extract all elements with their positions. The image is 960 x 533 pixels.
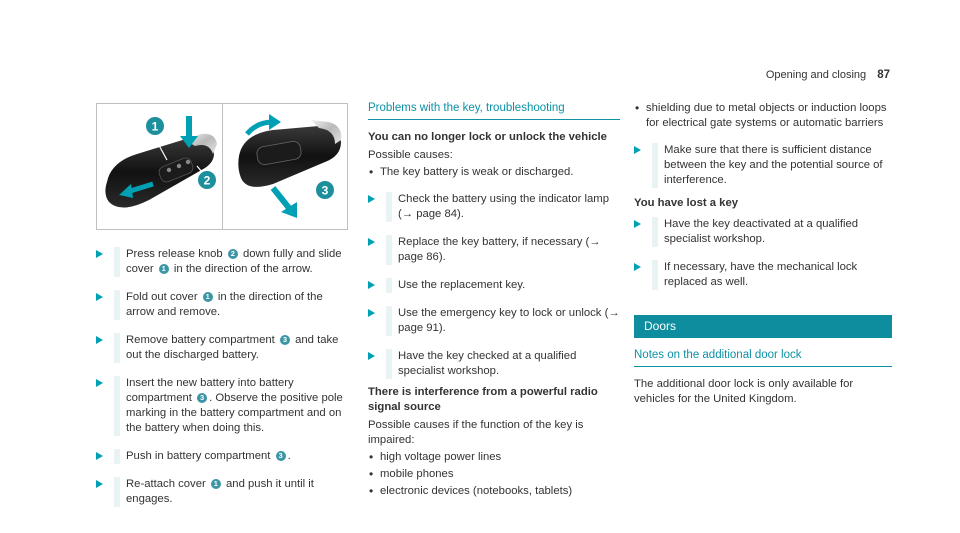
step-deactivate-key <box>634 217 892 247</box>
section-title: Opening and closing <box>765 69 867 81</box>
step-replace-battery <box>368 235 620 265</box>
step-fold-out-cover <box>96 290 354 320</box>
step-arrow-icon <box>96 293 103 301</box>
step-bar <box>114 290 120 320</box>
step-press-release <box>96 247 354 277</box>
cause-item: • The key battery is weak or discharged. <box>368 165 620 180</box>
step-arrow-icon <box>368 281 375 289</box>
subheading-cannot-lock: You can no longer lock or unlock the vehicle <box>368 131 607 143</box>
subheading-interference: There is interference from a powerful radio signal source <box>368 386 598 413</box>
callout-ref: 3 <box>276 451 286 461</box>
step-text: Make sure that there is sufficient distance between the key and the potential source of interference. <box>664 144 883 186</box>
step-arrow-icon <box>96 452 103 460</box>
interference-item: • mobile phones <box>368 467 620 482</box>
step-text: Insert the new battery into battery compartment <box>126 377 294 404</box>
callout-ref: 1 <box>203 292 213 302</box>
step-text: Push in battery compartment <box>126 450 274 462</box>
step-text: Replace the key battery, if necessary (→ page 86). <box>398 236 601 263</box>
step-text: Have the key checked at a qualified specialist workshop. <box>398 350 577 377</box>
callout-ref: 3 <box>197 393 207 403</box>
step-bar <box>114 376 120 436</box>
troubleshooting-column <box>368 101 620 501</box>
step-push-in <box>96 449 354 464</box>
section-heading-door-lock: Notes on the additional door lock <box>634 348 892 367</box>
step-text: and take out the discharged battery. <box>126 334 339 361</box>
step-bar <box>114 477 120 507</box>
step-text: Remove battery compartment <box>126 334 278 346</box>
step-arrow-icon <box>368 195 375 203</box>
key-right <box>238 114 341 218</box>
section-heading: Problems with the key, troubleshooting <box>368 101 620 120</box>
step-bar <box>114 333 120 363</box>
step-insert-battery <box>96 376 354 436</box>
step-arrow-icon <box>634 263 641 271</box>
callout-ref: 3 <box>280 335 290 345</box>
possible-causes-impaired: Possible causes if the function of the key is impaired: <box>368 419 584 446</box>
step-arrow-icon <box>96 480 103 488</box>
step-text: Re-attach cover <box>126 478 209 490</box>
step-reattach-cover <box>96 477 354 507</box>
step-text: in the direction of the arrow. <box>170 263 313 275</box>
step-check-workshop <box>368 349 620 379</box>
doors-banner: Doors <box>634 315 892 338</box>
door-lock-paragraph: The additional door lock is only available for vehicles for the United Kingdom. <box>634 378 854 405</box>
step-sufficient-distance <box>634 143 892 188</box>
step-arrow-icon <box>634 146 641 154</box>
step-text: Use the replacement key. <box>398 279 526 291</box>
key-illustration <box>97 104 349 231</box>
step-bar <box>114 449 120 464</box>
step-bar <box>652 260 658 290</box>
step-text: If necessary, have the mechanical lock replaced as well. <box>664 261 858 288</box>
page-header <box>766 68 890 83</box>
step-arrow-icon <box>368 309 375 317</box>
step-text: in the direction of the arrow and remove. <box>126 291 323 318</box>
step-arrow-icon <box>368 238 375 246</box>
step-text: Have the key deactivated at a qualified specialist workshop. <box>664 218 859 245</box>
interference-item: • high voltage power lines <box>368 450 620 465</box>
step-emergency-key <box>368 306 620 336</box>
interference-item: • shielding due to metal objects or induction loops for electrical gate systems or automatic barriers <box>634 101 892 131</box>
callout-ref: 1 <box>159 264 169 274</box>
interference-list <box>368 450 620 499</box>
step-arrow-icon <box>634 220 641 228</box>
step-bar <box>114 247 120 277</box>
step-arrow-icon <box>96 250 103 258</box>
step-replace-lock <box>634 260 892 290</box>
interference-item: • electronic devices (notebooks, tablets) <box>368 484 620 499</box>
interference-list-continued <box>634 101 892 131</box>
step-arrow-icon <box>96 379 103 387</box>
step-bar <box>386 278 392 293</box>
step-text: Use the emergency key to lock or unlock (→ page 91). <box>398 307 620 334</box>
page-number: 87 <box>877 69 890 81</box>
step-arrow-icon <box>96 336 103 344</box>
step-replacement-key <box>368 278 620 293</box>
step-text: . <box>287 450 291 462</box>
step-arrow-icon <box>368 352 375 360</box>
step-text: down fully and slide cover <box>126 248 342 275</box>
possible-causes-label: Possible causes: <box>368 149 453 161</box>
right-column <box>634 101 892 409</box>
step-text: Press release knob <box>126 248 226 260</box>
step-text: Fold out cover <box>126 291 201 303</box>
step-text: and push it until it engages. <box>126 478 314 505</box>
step-bar <box>386 235 392 265</box>
callout-3-label: 3 <box>321 183 329 198</box>
figure-divider <box>222 104 223 229</box>
step-bar <box>386 349 392 379</box>
battery-steps-column <box>96 247 354 520</box>
subheading-lost-key: You have lost a key <box>634 197 739 209</box>
step-bar <box>652 217 658 247</box>
step-bar <box>386 306 392 336</box>
callout-2-label: 2 <box>203 173 211 188</box>
callout-1-label: 1 <box>151 119 159 134</box>
callout-3 <box>314 179 336 201</box>
cause-list <box>368 165 620 180</box>
key-battery-figure <box>96 103 348 230</box>
step-check-battery <box>368 192 620 222</box>
callout-ref: 1 <box>211 479 221 489</box>
callout-ref: 2 <box>228 249 238 259</box>
step-remove-battery <box>96 333 354 363</box>
step-bar <box>652 143 658 188</box>
step-text: . Observe the positive pole marking in the battery compartment and on the battery when doing this. <box>126 392 343 434</box>
step-text: Check the battery using the indicator lamp (→ page 84). <box>398 193 609 220</box>
step-bar <box>386 192 392 222</box>
